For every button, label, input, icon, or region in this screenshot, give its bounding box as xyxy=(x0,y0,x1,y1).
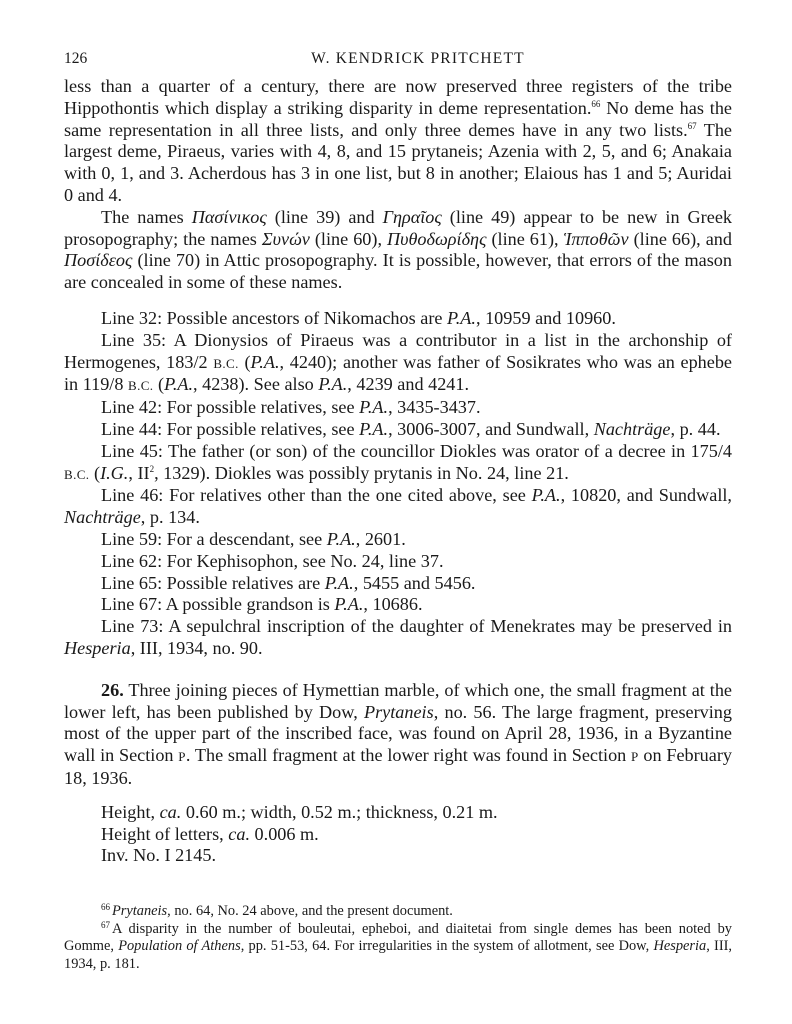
greek-name: Ἱπποθῶν xyxy=(563,228,629,249)
inventory-number: Inv. No. I 2145. xyxy=(101,845,217,866)
line-note-59: Line 59: For a descendant, see P.A., 2601. xyxy=(101,528,406,549)
footnotes xyxy=(64,903,732,973)
main-text xyxy=(64,76,732,867)
line-note-67: Line 67: A possible grandson is P.A., 10686. xyxy=(101,594,423,615)
page xyxy=(64,50,732,867)
line-note-45: Line 45: The father (or son) of the councillor Diokles was orator of a decree in 175/4 B.C. (I.G., $II^2$, 1329). Diokles was possibly prytanis in No. 24, line 21. xyxy=(64,440,732,483)
line-note-44: Line 44: For possible relatives, see P.A., 3006-3007, and Sundwall, Nachträge, p. 44. xyxy=(101,418,721,439)
paragraph-names: The names Πασίνικος (line 39) and Γηραῖος (line 49) appear to be new in Greek prosopography; the names Συνών (line 60), Πυθοδωρίδης (line 61), Ἱπποθῶν (line 66), and Ποσίδεος (line 70) in Attic prosopography. It is possible, however, that errors of the mason are concealed in some of these names. xyxy=(64,206,732,293)
line-note-73: Line 73: A sepulchral inscription of the daughter of Menekrates may be preserved in Hesperia, III, 1934, no. 90. xyxy=(64,616,732,658)
footnote-ref-67[interactable]: 67 xyxy=(687,120,697,131)
greek-name: Γηραῖος xyxy=(382,206,442,227)
footnote-ref-66[interactable]: 66 xyxy=(591,98,601,109)
dimensions-block xyxy=(64,802,732,867)
greek-name: Ποσίδεος xyxy=(64,250,133,271)
dimensions-size: Height, ca. 0.60 m.; width, 0.52 m.; thickness, 0.21 m. xyxy=(101,801,498,822)
line-note-62: Line 62: For Kephisophon, see No. 24, line 37. xyxy=(101,550,444,571)
section-number: 26. xyxy=(101,679,124,700)
dimensions-letters: Height of letters, ca. 0.006 m. xyxy=(101,823,319,844)
running-title: W. KENDRICK PRITCHETT xyxy=(311,50,525,67)
line-note-32: Line 32: Possible ancestors of Nikomachos are P.A., 10959 and 10960. xyxy=(101,307,616,328)
line-note-46: Line 46: For relatives other than the one cited above, see P.A., 10820, and Sundwall, Nachträge, p. 134. xyxy=(64,485,732,528)
greek-name: Πυθοδωρίδης xyxy=(387,228,487,249)
greek-name: Πασίνικος xyxy=(191,206,267,227)
greek-name: Συνών xyxy=(261,228,310,249)
line-note-65: Line 65: Possible relatives are P.A., 5455 and 5456. xyxy=(101,572,476,593)
line-note-35: Line 35: A Dionysios of Piraeus was a contributor in a list in the archonship of Hermogenes, 183/2 B.C. (P.A., 4240); another was father of Sosikrates who was an ephebe in 119/8 B.C. (P.A., 4238). See also P.A., 4239 and 4241. xyxy=(64,329,733,395)
footnote-66: $^{66}$ Prytaneis, no. 64, No. 24 above, and the present document. xyxy=(101,902,453,919)
line-note-42: Line 42: For possible relatives, see P.A., 3435-3437. xyxy=(101,397,481,418)
paragraph-intro: less than a quarter of a century, there are now preserved three registers of the tribe Hippothontis which display a striking disparity in deme representation.$^{66}$ No deme has the same representation in all three lists, and only three demes have in any two lists.$^{67}$ The largest deme, Piraeus, varies with 4, 8, and 15 prytaneis; Azenia with 2, 5, and 6; Anakaia with 0, 1, and 3. Acherdous has 3 in one list, but 8 in another; Elaious has 1 and 5; Auridai 0 and 4. xyxy=(64,76,732,205)
footnote-67: $^{67}$ A disparity in the number of bouleutai, epheboi, and diaitetai from single demes has been noted by Gomme, Population of Athens, pp. 51-53, 64. For irregularities in the system of allotment, see Dow, Hesperia, III, 1934, p. 181. xyxy=(64,919,733,972)
running-header xyxy=(64,50,732,76)
page-number: 126 xyxy=(64,50,88,67)
section-26-description: 26. Three joining pieces of Hymettian marble, of which one, the small fragment at the lower left, has been published by Dow, Prytaneis, no. 56. The large fragment, preserving most of the upper part of the inscribed face, was found on April 28, 1936, in a Byzantine wall in Section P. The small fragment at the lower right was found in Section P on February 18, 1936. xyxy=(64,679,733,788)
